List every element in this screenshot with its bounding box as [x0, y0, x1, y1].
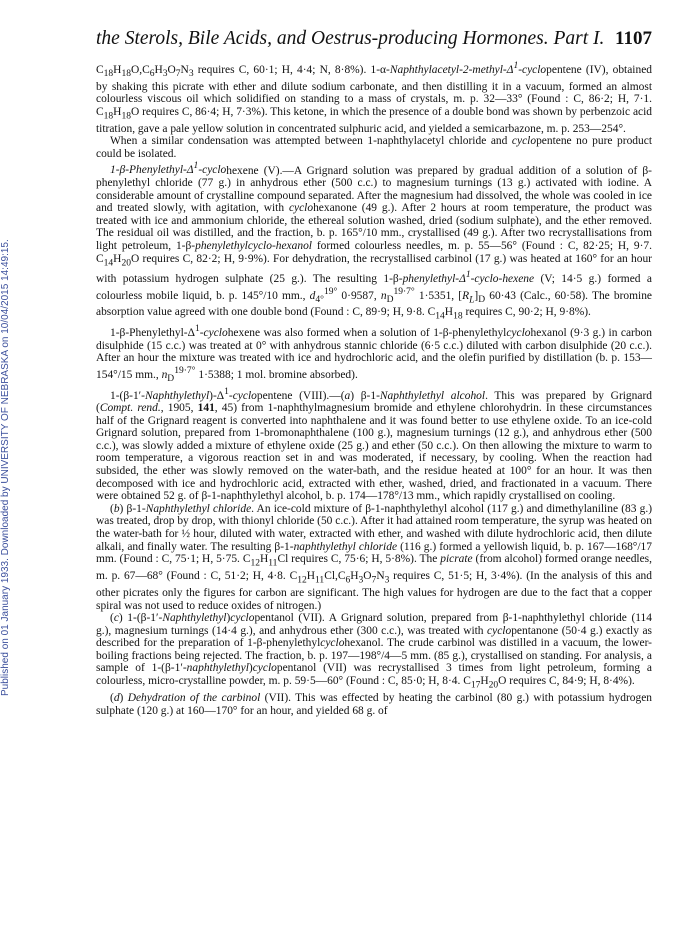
paragraph: When a similar condensation was attempted between 1-naphthylacetyl chloride and cyclopentene no pure product could be isolated.	[96, 135, 652, 160]
paragraph: $1-\beta-Phenylethyl-\Delta^1$-cyclohexene (V).—A Grignard solution was prepared by gradual addition of a solution of β-phenylethyl chloride (77 g.) in anhydrous ether (500 c.c.) to magnesium turnings (13 g.) activated with iodine. A considerable amount of crystalline compound separated. After the magnesium had dissolved, the whole was cooled in ice and treated slowly, with agitation, with cyclohexanone (49 g.). After 2 hours at room temperature, the product was treated with ice and ammonium chloride, the ethereal solution washed, dried (sodium sulphate), and the ether removed. The residual oil was distilled, and the fraction, b. p. 165°/10 mm., crystallised (49 g.). After two recrystallisations from light petroleum, 1-β-phenylethylcyclo-hexanol formed colourless needles, m. p. 55—56° (Found : C, 82·25; H, 9·7. $C_{14}H_{20}O$ requires C, 82·2; H, 9·9%). For dehydration, the recrystallised carbinol (17 g.) was heated at 160° for an hour with potassium hydrogen sulphate (25 g.). The resulting $1-\beta-phenylethyl-\Delta^1-cyclo$-hexene (V; 14·5 g.) formed a colourless mobile liquid, b. p. 145°/10 mm., $d_{4^\circ}^{19^\circ}$ 0·9587, $n_D^{19\cdot 7^\circ}$ 1·5351, $[R_L]_D$ 60·43 (Calc., 60·58). The bromine absorption value agreed with one double bond (Found : C, 89·9; H, 9·8. $C_{14}H_{18}$ requires C, 90·2; H, 9·8%).	[96, 160, 653, 322]
paragraph: $C_{18}H_{18}O,C_6H_3O_7N_3$ requires C, 60·1; H, 4·4; N, 8·8%). $1-\alpha-Naphthylacetyl-2-methyl-\Delta^1$-cyclopentene (IV), obtained by shaking this picrate with ether and dilute sodium carbonate, and then distilling it in a vacuum, formed an almost colourless viscous oil which solidified on standing to a mass of crystals, m. p. 32—33° (Found : C, 86·2; H, 7·1. $C_{18}H_{18}O$ requires C, 86·4; H, 7·3%). This ketone, in which the presence of a double bond was shown by perbenzoic acid titration, gave a pale yellow solution in concentrated sulphuric acid, and yielded a semicarbazone, m. p. 253—254°.	[96, 60, 652, 135]
paragraph: (d) Dehydration of the carbinol (VII). This was effected by heating the carbinol (80 g.) with potassium hydrogen sulphate (120 g.) at 160—170° for an hour, and yielded 68 g. of	[96, 691, 653, 717]
running-header	[96, 28, 652, 52]
download-notice: Published on 01 January 1933. Downloaded by UNIVERSITY OF NEBRASKA on 10/04/2015 14:49:15.	[0, 239, 11, 697]
running-title: the Sterols, Bile Acids, and Oestrus-producing Hormones. Part I.	[96, 28, 605, 49]
article-body	[96, 60, 652, 717]
paragraph: (b) β-1-Naphthylethyl chloride. An ice-cold mixture of β-1-naphthylethyl alcohol (117 g.) and dimethylaniline (83 g.) was treated, drop by drop, with thionyl chloride (50 c.c.). After it had attained room temperature, the syrup was heated on the water-bath for ½ hour, diluted with water, extracted with ether, and washed with dilute hydrochloric acid, then dilute alkali, and finally water. The resulting β-1-naphthylethyl chloride (116 g.) formed a yellowish liquid, b. p. 167—168°/17 mm. (Found : C, 75·1; H, 5·75. $C_{12}H_{11}Cl$ requires C, 75·6; H, 5·8%). The picrate (from alcohol) formed orange needles, m. p. 67—68° (Found : C, 51·2; H, 4·8. $C_{12}H_{11}Cl,C_6H_3O_7N_3$ requires C, 51·5; H, 3·4%). (In the analysis of this and other picrates only the figures for carbon are significant. The high values for hydrogen are due to the fact that a copper spiral was not used to reduce oxides of nitrogen.)	[96, 502, 653, 612]
page-number: 1107	[615, 28, 652, 49]
paragraph: $1-\beta-Phenylethyl-\Delta^1$-cyclohexene was also formed when a solution of 1-β-phenylethylcyclohexanol (9·3 g.) in carbon disulphide (15 c.c.) was treated at 0° with anhydrous stannic chloride (6·5 c.c.) diluted with carbon disulphide (20 c.c.). After an hour the mixture was treated with ice and hydrochloric acid, and the olefin purified by distillation (b. p. 153—154°/15 mm., $n_D^{19\cdot 7^\circ}$ 1·5388; 1 mol. bromine absorbed).	[96, 323, 652, 385]
paragraph: (c) 1-(β-1′-Naphthylethyl)cyclopentanol (VII). A Grignard solution, prepared from β-1-naphthylethyl chloride (114 g.), magnesium turnings (14·4 g.), and anhydrous ether (300 c.c.), was treated with cyclopentanone (50·4 g.) exactly as described for the preparation of 1-β-phenylethylcyclohexanol. The crude carbinol was distilled in a vacuum, the lower-boiling fractions being rejected. The fraction, b. p. 197—198°/4—5 mm. (85 g.), crystallised on standing. For analysis, a sample of 1-(β-1′-naphthylethyl)cyclopentanol (VII) was recrystallised 3 times from light petroleum, forming a colourless, micro-crystalline powder, m. p. 59·5—60° (Found : C, 85·0; H, 8·4. $C_{17}H_{20}O$ requires C, 84·9; H, 8·4%).	[96, 612, 653, 691]
paragraph: $1-(\beta-1'-Naphthylethyl)-\Delta^1$-cyclopentene (VIII).—(a) β-1-Naphthylethyl alcohol. This was prepared by Grignard (Compt. rend., 1905, 141, 45) from 1-naphthylmagnesium bromide and ethylene chlorohydrin. In these circumstances half of the Grignard reagent is converted into naphthalene and it was found better to use ethylene oxide. To an ice-cold Grignard solution, prepared from 1-bromonaphthalene (100 g.), magnesium turnings (12 g.), and anhydrous ether (500 c.c.), was slowly added a mixture of ethylene oxide (25 g.) and ether (50 c.c.). On then allowing the mixture to warm to room temperature, a vigorous reaction set in and was moderated, if necessary, by cooling. When the reaction had subsided, the ether was slowly removed on the water-bath, and the residue heated at 100° for an hour. It was then decomposed with ice and hydrochloric acid, extracted with ether, washed, dried, and fractionated in a vacuum. There were obtained 52 g. of β-1-naphthylethyl alcohol, b. p. 174—178°/13 mm., which rapidly crystallised on cooling.	[96, 385, 653, 503]
